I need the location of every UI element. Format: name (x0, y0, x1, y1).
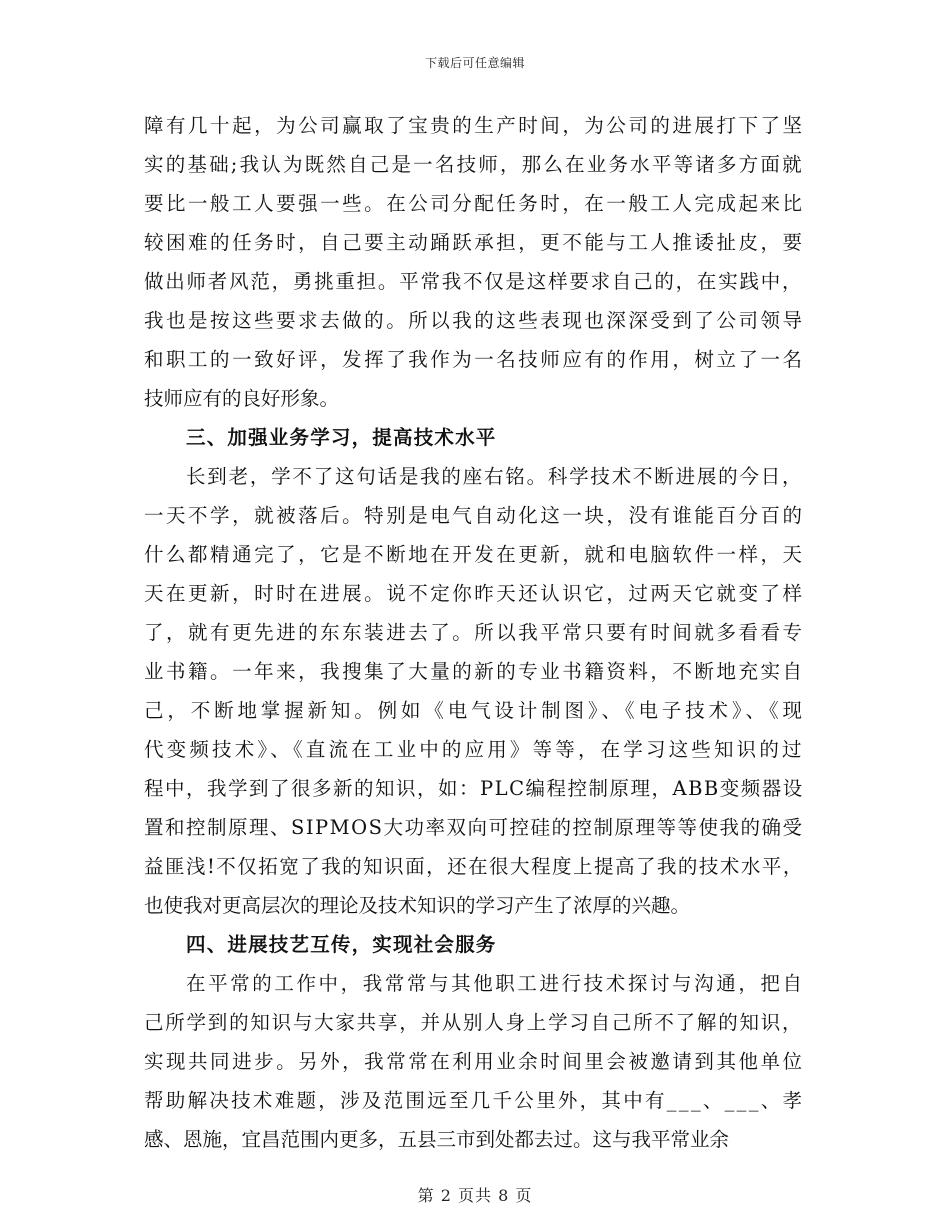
paragraph-line: 实的基础;我认为既然自己是一名技师，那么在业务水平等诸多方面就 (144, 153, 804, 176)
paragraph-line: 了，就有更先进的东东装进去了。所以我平常只要有时间就多看看专 (144, 621, 805, 644)
paragraph-line: 感、恩施，宜昌范围内更多，五县三市到处都去过。这与我平常业余 (144, 1128, 730, 1151)
paragraph-line: 做出师者风范，勇挑重担。平常我不仅是这样要求自己的，在实践中， (144, 270, 804, 293)
paragraph-line: 我也是按这些要求去做的。所以我的这些表现也深深受到了公司领导 (144, 309, 805, 332)
paragraph-line: 代变频技术》、《直流在工业中的应用》等等，在学习这些知识的过 (144, 738, 805, 761)
paragraph-line: 己，不断地掌握新知。例如《电气设计制图》、《电子技术》、《现 (144, 699, 806, 722)
paragraph-line: 技师应有的良好形象。 (144, 387, 340, 410)
paragraph-line: 长到老，学不了这句话是我的座右铭。科学技术不断进展的今日， (186, 465, 804, 488)
paragraph-line: 在平常的工作中，我常常与其他职工进行技术探讨与沟通，把自 (186, 972, 805, 995)
paragraph-line: 要比一般工人要强一些。在公司分配任务时，在一般工人完成起来比 (144, 192, 805, 215)
paragraph-line: 帮助解决技术难题，涉及范围远至几千公里外，其中有___、___、孝 (144, 1089, 805, 1112)
paragraph-line: 障有几十起，为公司赢取了宝贵的生产时间，为公司的进展打下了坚 (144, 114, 805, 137)
page-footer: 第 2 页共 8 页 (417, 1186, 533, 1205)
paragraph-line: 业书籍。一年来，我搜集了大量的新的专业书籍资料，不断地充实自 (144, 660, 805, 683)
paragraph-line: 益匪浅!不仅拓宽了我的知识面，还在很大程度上提高了我的技术水平， (144, 855, 804, 878)
paragraph-line: 较困难的任务时，自己要主动踊跃承担，更不能与工人推诿扯皮，要 (144, 231, 805, 254)
page-header: 下载后可任意编辑 (424, 56, 525, 70)
paragraph-line: 一天不学，就被落后。特别是电气自动化这一块，没有谁能百分百的 (144, 504, 805, 527)
paragraph-line: 实现共同进步。另外，我常常在利用业余时间里会被邀请到其他单位 (144, 1050, 805, 1073)
paragraph-line: 程中，我学到了很多新的知识，如：PLC编程控制原理，ABB变频器设 (144, 777, 804, 800)
paragraph-line: 什么都精通完了，它是不断地在开发在更新，就和电脑软件一样，天 (144, 543, 805, 566)
paragraph-line: 置和控制原理、SIPMOS大功率双向可控硅的控制原理等等使我的确受 (144, 816, 804, 839)
paragraph-line: 也使我对更高层次的理论及技术知识的学习产生了浓厚的兴趣。 (144, 894, 691, 917)
paragraph-line: 和职工的一致好评，发挥了我作为一名技师应有的作用，树立了一名 (144, 348, 805, 371)
paragraph-line: 天在更新，时时在进展。说不定你昨天还认识它，过两天它就变了样 (144, 582, 805, 605)
section-heading: 四、进展技艺互传，实现社会服务 (186, 933, 497, 956)
section-heading: 三、加强业务学习，提高技术水平 (186, 426, 497, 449)
paragraph-line: 己所学到的知识与大家共享，并从别人身上学习自己所不了解的知识， (144, 1011, 804, 1034)
